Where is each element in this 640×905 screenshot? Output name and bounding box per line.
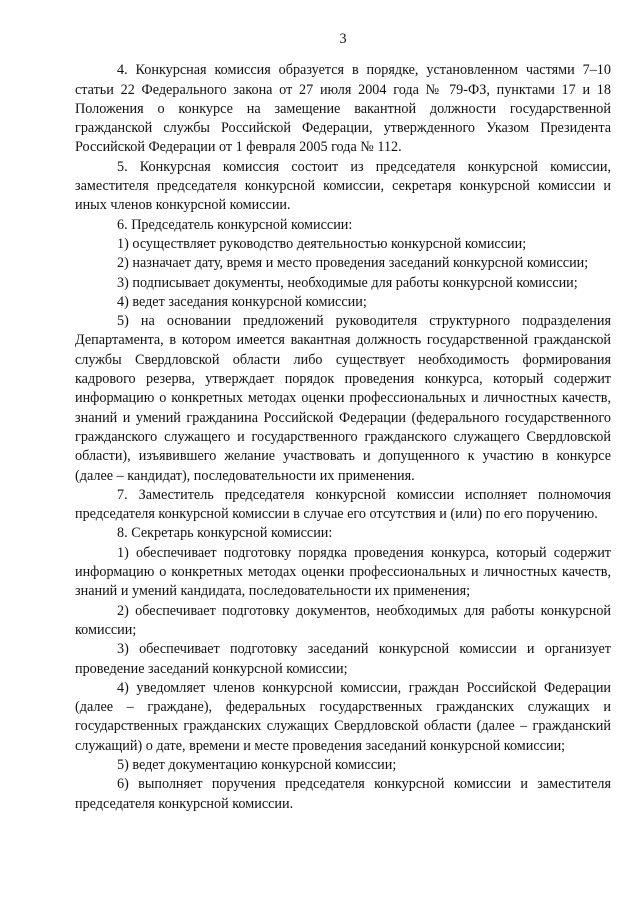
paragraph-8-2: 2) обеспечивает подготовку документов, необходимых для работы конкурсной комиссии;: [75, 602, 611, 638]
paragraph-6-4: 4) ведет заседания конкурсной комиссии;: [117, 293, 367, 310]
paragraph-7: 7. Заместитель председателя конкурсной комиссии исполняет полномочия председателя конкурсной комиссии в случае его отсутствия и (или) по его поручению.: [75, 486, 611, 523]
paragraph-6-1: 1) осуществляет руководство деятельностью конкурсной комиссии;: [117, 235, 527, 252]
paragraph-4: 4. Конкурсная комиссия образуется в порядке, установленном частями 7–10 статьи 22 Федерального закона от 27 июля 2004 года № 79-ФЗ, пунктами 17 и 18 Положения о конкурсе на замещение вакантной должности государственной гражданской службы Российской Федерации, утвержденного Указом Президента Российской Федерации от 1 февраля 2005 года № 112.: [75, 62, 611, 156]
paragraph-6-3: 3) подписывает документы, необходимые для работы конкурсной комиссии;: [117, 274, 578, 291]
paragraph-8-6: 6) выполняет поручения председателя конкурсной комиссии и заместителя председателя конкурсной комиссии.: [75, 776, 611, 812]
paragraph-6-2: 2) назначает дату, время и место проведения заседаний конкурсной комиссии;: [117, 255, 589, 272]
paragraph-8-4: 4) уведомляет членов конкурсной комиссии, граждан Российской Федерации (далее – граждане), федеральных государственных гражданских служащих и государственных гражданских служащих Свердловской области (далее – гражданский служащий) о дате, времени и месте проведения заседаний конкурсной комиссии;: [75, 679, 611, 754]
paragraph-8-1: 1) обеспечивает подготовку порядка проведения конкурса, который содержит информацию о конкретных методах оценки профессиональных и личностных качеств, знаний и умений кандидата, последовательности их применения;: [75, 544, 611, 600]
page-number: 3: [339, 31, 347, 47]
document-page: [75, 30, 611, 814]
paragraph-8-3: 3) обеспечивает подготовку заседаний конкурсной комиссии и организует проведение заседаний конкурсной комиссии;: [75, 641, 611, 677]
paragraph-5: 5. Конкурсная комиссия состоит из председателя конкурсной комиссии, заместителя председателя конкурсной комиссии, секретаря конкурсной комиссии и иных членов конкурсной комиссии.: [75, 158, 611, 214]
paragraph-6-5: 5) на основании предложений руководителя структурного подразделения Департамента, в котором имеется вакантная должность государственной гражданской службы Свердловской области либо существует необходимость формирования кадрового резерва, утверждает порядок проведения конкурса, который содержит информацию о конкретных методах оценки профессиональных и личностных качеств, знаний и умений гражданина Российской Федерации (федерального государственного гражданского служащего и государственного гражданского служащего Свердловской области), изъявившего желание участвовать и допущенного к участию в конкурсе (далее – кандидат), последовательности их применения.: [75, 313, 611, 484]
paragraph-6: 6. Председатель конкурсной комиссии:: [117, 216, 353, 233]
paragraph-8: 8. Секретарь конкурсной комиссии:: [117, 525, 333, 542]
paragraph-8-5: 5) ведет документацию конкурсной комиссии;: [117, 756, 397, 773]
